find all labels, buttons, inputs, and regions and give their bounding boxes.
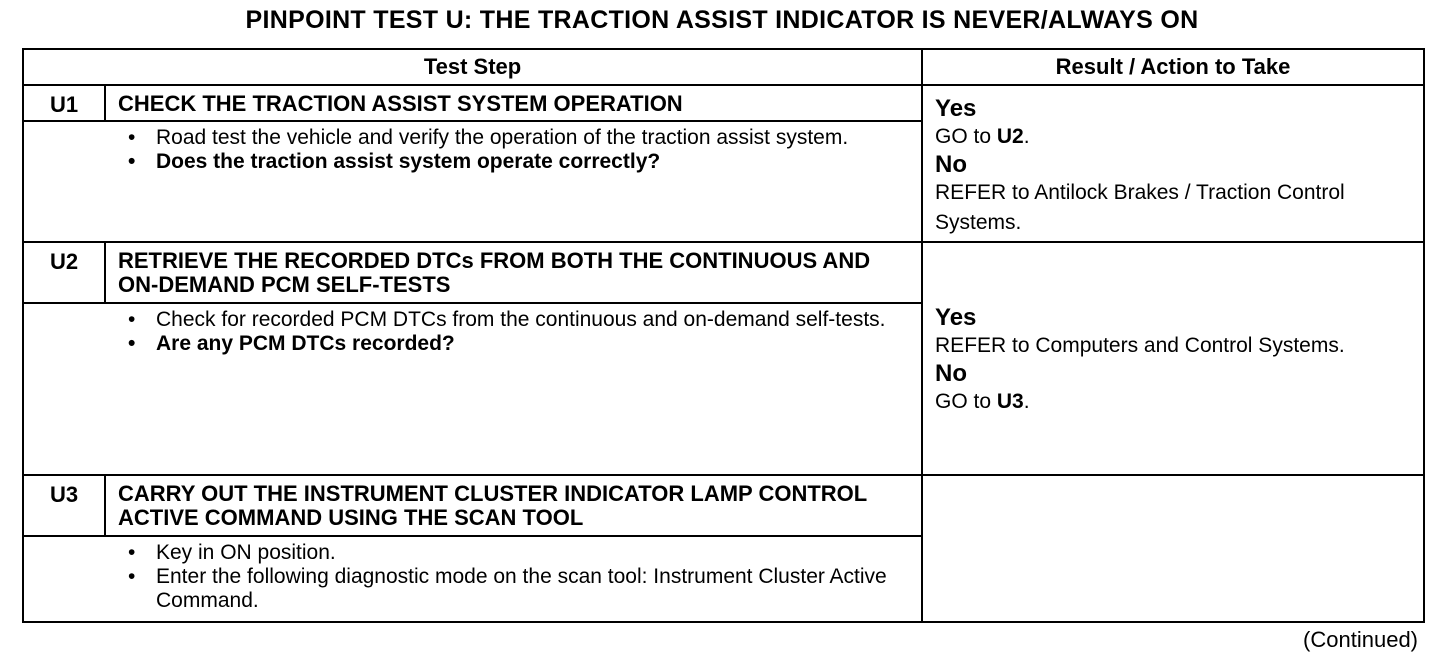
step-body bbox=[23, 536, 922, 622]
list-item: • Enter the following diagnostic mode on the scan tool: Instrument Cluster Active Command. bbox=[128, 565, 887, 612]
list-item: • Check for recorded PCM DTCs from the continuous and on-demand self-tests. bbox=[128, 308, 886, 331]
step-id: U3 bbox=[23, 475, 105, 536]
no-action: REFER to Antilock Brakes / Traction Control Systems. bbox=[935, 181, 1345, 234]
pinpoint-test-table bbox=[22, 48, 1425, 623]
list-item: • Key in ON position. bbox=[128, 541, 336, 564]
step-u1-result bbox=[922, 85, 1424, 242]
bullet-icon: • bbox=[128, 541, 136, 564]
step-body bbox=[23, 303, 922, 475]
continued-note: (Continued) bbox=[1303, 627, 1418, 652]
step-id: U1 bbox=[23, 85, 105, 121]
step-heading: RETRIEVE THE RECORDED DTCs FROM BOTH THE CONTINUOUS AND ON-DEMAND PCM SELF-TESTS bbox=[105, 242, 922, 303]
page-title: PINPOINT TEST U: THE TRACTION ASSIST INDICATOR IS NEVER/ALWAYS ON bbox=[245, 6, 1199, 34]
step-body bbox=[23, 121, 922, 242]
step-u2-result bbox=[922, 242, 1424, 475]
yes-action: REFER to Computers and Control Systems. bbox=[935, 334, 1345, 357]
bullet-icon: • bbox=[128, 565, 136, 588]
step-question: • Are any PCM DTCs recorded? bbox=[128, 332, 455, 355]
step-heading: CHECK THE TRACTION ASSIST SYSTEM OPERATION bbox=[105, 85, 922, 121]
step-u2-heading-row bbox=[23, 242, 1424, 303]
step-id: U2 bbox=[23, 242, 105, 303]
header-result: Result / Action to Take bbox=[922, 49, 1424, 85]
no-action: GO to U3. bbox=[935, 390, 1030, 413]
no-label: No bbox=[935, 360, 968, 387]
no-label: No bbox=[935, 151, 968, 178]
yes-label: Yes bbox=[935, 95, 977, 122]
step-u1-heading-row bbox=[23, 85, 1424, 121]
step-reference: U2 bbox=[996, 125, 1024, 148]
step-u3-heading-row bbox=[23, 475, 1424, 536]
step-u3-result bbox=[922, 475, 1424, 622]
header-test-step: Test Step bbox=[23, 49, 922, 85]
bullet-icon: • bbox=[128, 126, 136, 149]
yes-label: Yes bbox=[935, 304, 977, 331]
list-item: • Road test the vehicle and verify the operation of the traction assist system. bbox=[128, 126, 849, 149]
bullet-icon: • bbox=[128, 332, 136, 355]
bullet-icon: • bbox=[128, 150, 136, 173]
table-header-row bbox=[23, 49, 1424, 85]
step-question: • Does the traction assist system operate correctly? bbox=[128, 150, 661, 173]
bullet-icon: • bbox=[128, 308, 136, 331]
yes-action: GO to U2. bbox=[935, 125, 1030, 148]
step-reference: U3 bbox=[996, 390, 1024, 413]
step-heading: CARRY OUT THE INSTRUMENT CLUSTER INDICATOR LAMP CONTROL ACTIVE COMMAND USING THE SCAN TOOL bbox=[105, 475, 922, 536]
